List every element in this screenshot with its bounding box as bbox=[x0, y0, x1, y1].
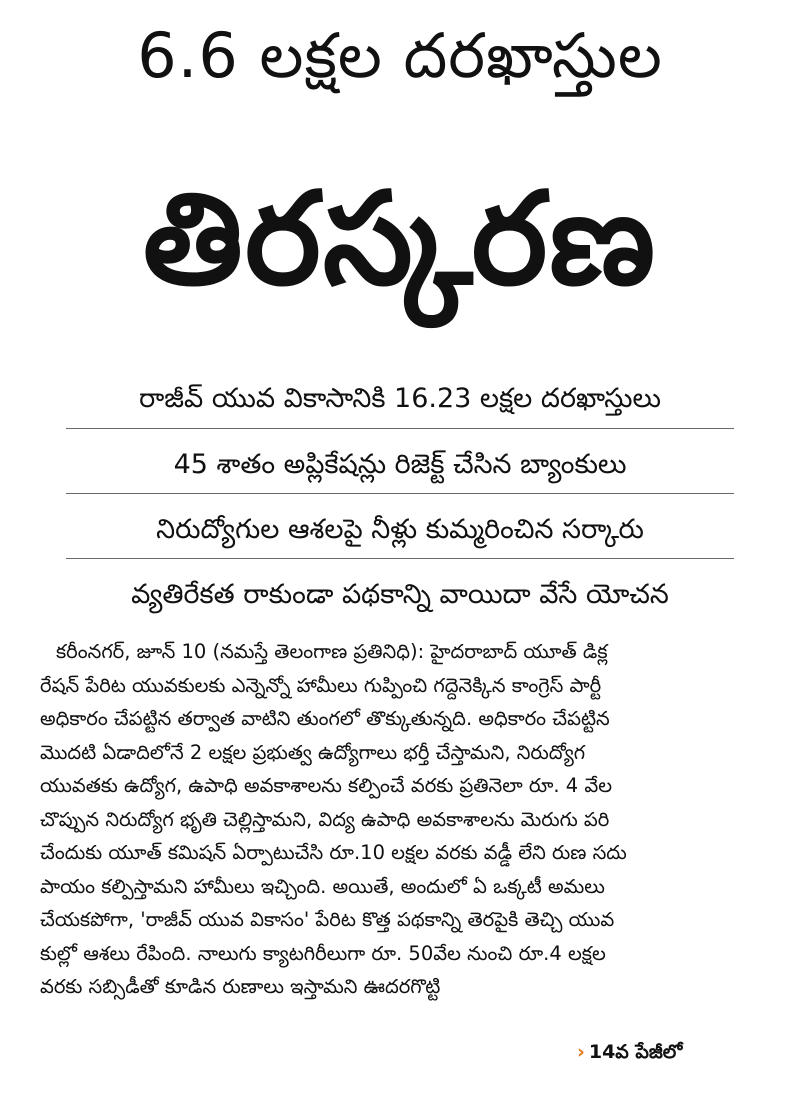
continuation-label: 14వ పేజీలో bbox=[588, 1041, 683, 1063]
divider-rule bbox=[66, 558, 734, 559]
body-line: చేయకపోగా, 'రాజీవ్ యువ వికాసం' పేరిట కొత్త పథకాన్ని తెరపైకి తెచ్చి యువ bbox=[40, 908, 615, 931]
deck-line: రాజీవ్ యువ వికాసానికి 16.23 లక్షల దరఖాస్తులు bbox=[139, 383, 661, 414]
main-headline: తిరస్కరణ bbox=[142, 165, 658, 314]
body-line: చేందుకు యూత్ కమిషన్ ఏర్పాటుచేసి రూ.10 లక్షల వరకు వడ్డీ లేని రుణ సదు bbox=[40, 841, 627, 864]
body-line: కరీంనగర్, జూన్ 10 (నమస్తే తెలంగాణ ప్రతినిధి): హైదరాబాద్ యూత్ డిక్ల bbox=[56, 640, 608, 663]
body-line: చొప్పున నిరుద్యోగ భృతి చెల్లిస్తామని, విద్య ఉపాధి అవకాశాలను మెరుగు పరి bbox=[40, 807, 610, 831]
body-line: పాయం కల్పిస్తామని హామీలు ఇచ్చింది. అయితే, అందులో ఏ ఒక్కటీ అమలు bbox=[40, 874, 605, 898]
body-line: యువతకు ఉద్యోగ, ఉపాధి అవకాశాలను కల్పించే వరకు ప్రతినెలా రూ. 4 వేల bbox=[40, 774, 613, 797]
kicker-headline: 6.6 లక్షల దరఖాస్తుల bbox=[137, 19, 663, 92]
deck-line: 45 శాతం అప్లికేషన్లు రిజెక్ట్ చేసిన బ్యాంకులు bbox=[173, 449, 627, 480]
body-line: వరకు సబ్సిడీతో కూడిన రుణాలు ఇస్తామని ఊదరగొట్టి bbox=[40, 975, 441, 998]
divider-rule bbox=[66, 428, 734, 429]
deck-line: వ్యతిరేకత రాకుండా పథకాన్ని వాయిదా వేసే యోచన bbox=[131, 579, 669, 610]
body-line: రేషన్ పేరిట యువకులకు ఎన్నెన్నో హామీలు గుప్పించి గద్దెనెక్కిన కాంగ్రెస్ పార్టీ bbox=[40, 673, 602, 697]
body-line: అధికారం చేపట్టిన తర్వాత వాటిని తుంగలో తొక్కుతున్నది. అధికారం చేపట్టిన bbox=[40, 707, 610, 730]
divider-rule bbox=[66, 493, 734, 494]
deck-line: నిరుద్యోగుల ఆశలపై నీళ్లు కుమ్మరించిన సర్కారు bbox=[156, 514, 644, 545]
chevron-right-icon: › bbox=[577, 1041, 585, 1063]
continuation-jump bbox=[577, 1037, 682, 1067]
body-line: కుల్లో ఆశలు రేపింది. నాలుగు క్యాటగిరీలుగా రూ. 50వేల నుంచి రూ.4 లక్షల bbox=[40, 941, 606, 965]
article-body bbox=[40, 635, 760, 1004]
body-line: మొదటి ఏడాదిలోనే 2 లక్షల ప్రభుత్వ ఉద్యోగాలు భర్తీ చేస్తామని, నిరుద్యోగ bbox=[40, 740, 586, 764]
